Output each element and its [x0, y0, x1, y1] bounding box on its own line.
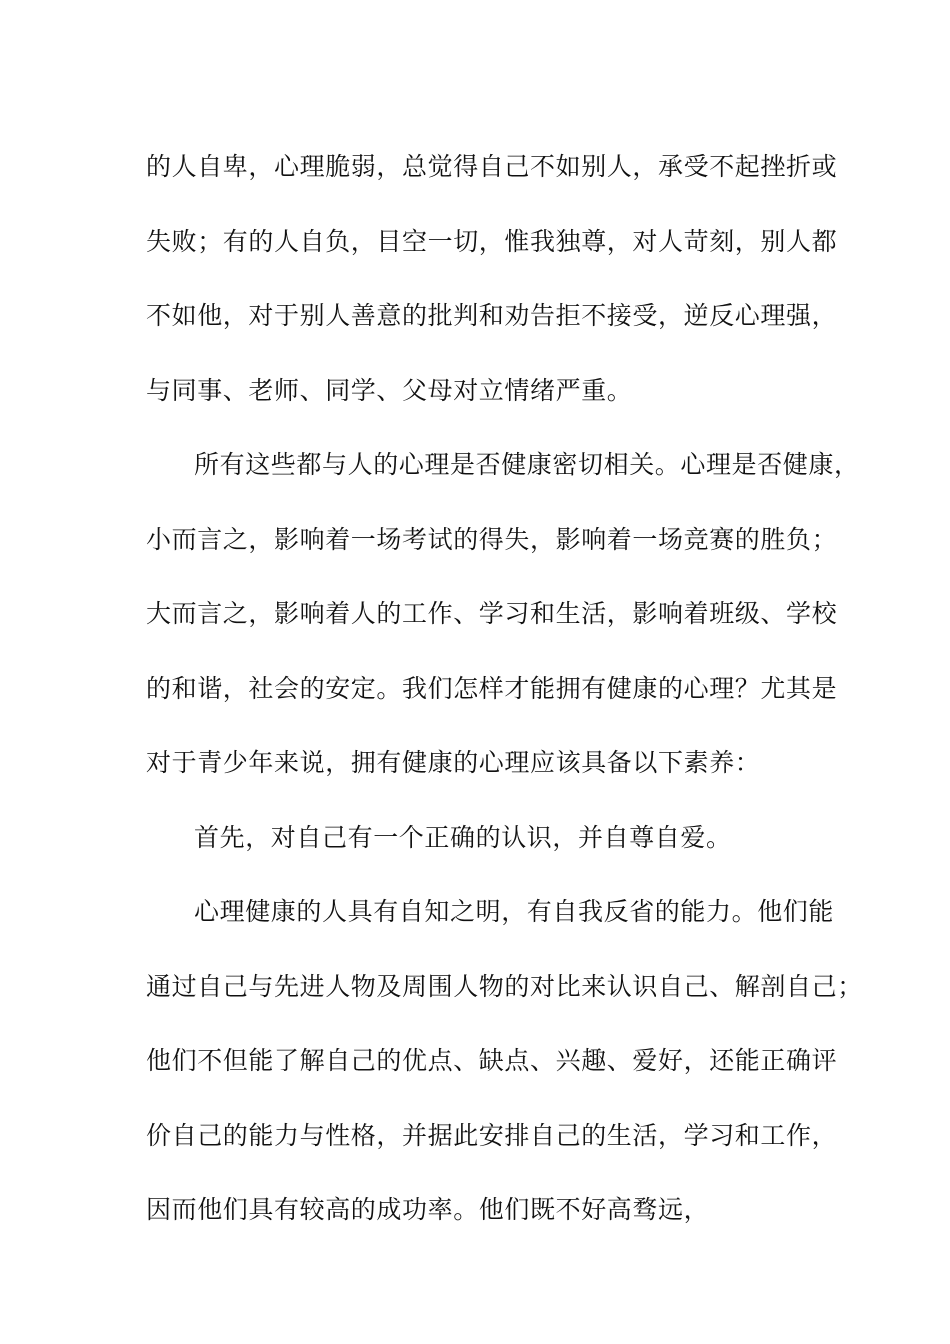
text-line-4: 与同事、老师、同学、父母对立情绪严重。 — [146, 375, 633, 405]
text-line-10: 首先，对自己有一个正确的认识，并自尊自爱。 — [194, 822, 732, 852]
text-line-14: 价自己的能力与性格，并据此安排自己的生活，学习和工作， — [146, 1120, 838, 1150]
text-line-1: 的人自卑，心理脆弱，总觉得自己不如别人，承受不起挫折或 — [146, 152, 838, 181]
text-line-12: 通过自己与先进人物及周围人物的对比来认识自己、解剖自己； — [146, 971, 863, 1001]
text-line-9: 对于青少年来说，拥有健康的心理应该具备以下素养： — [146, 748, 761, 777]
text-line-8: 的和谐，社会的安定。我们怎样才能拥有健康的心理？尤其是 — [146, 673, 838, 703]
text-line-15: 因而他们具有较高的成功率。他们既不好高骛远， — [146, 1195, 710, 1224]
text-line-7: 大而言之，影响着人的工作、学习和生活，影响着班级、学校 — [146, 599, 838, 628]
text-line-6: 小而言之，影响着一场考试的得失，影响着一场竞赛的胜负； — [146, 524, 838, 554]
text-line-2: 失败；有的人自负，目空一切，惟我独尊，对人苛刻，别人都 — [146, 226, 838, 256]
text-line-11: 心理健康的人具有自知之明，有自我反省的能力。他们能 — [194, 897, 835, 926]
text-line-13: 他们不但能了解自己的优点、缺点、兴趣、爱好，还能正确评 — [146, 1046, 838, 1075]
body-text — [146, 130, 863, 1248]
text-line-3: 不如他，对于别人善意的批判和劝告拒不接受，逆反心理强， — [146, 301, 838, 330]
text-line-5: 所有这些都与人的心理是否健康密切相关。心理是否健康， — [194, 450, 860, 479]
